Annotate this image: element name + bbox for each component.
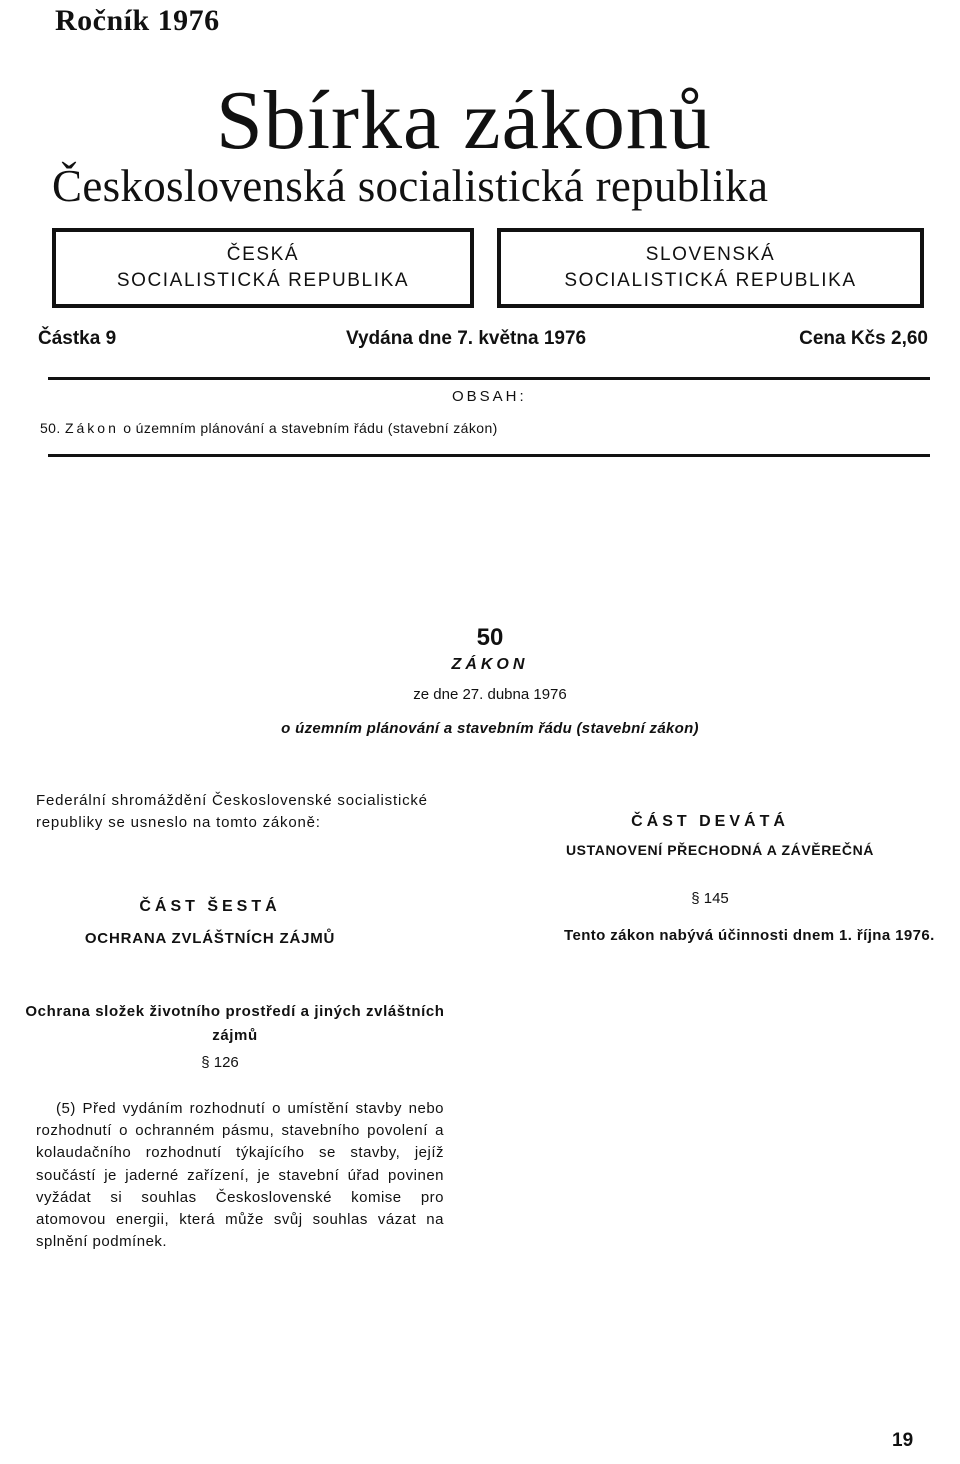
section-126-label: § 126 — [201, 1054, 239, 1071]
part-six-subtitle: OCHRANA ZVLÁŠTNÍCH ZÁJMŮ — [84, 930, 336, 947]
part-nine-subtitle: USTANOVENÍ PŘECHODNÁ A ZÁVĚREČNÁ — [565, 842, 875, 858]
section-145-text — [538, 925, 958, 947]
law-preamble: Federální shromáždění Československé socialistické republiky se usneslo na tomto zákoně: — [36, 792, 428, 831]
collection-title: Sbírka zákonů — [216, 74, 712, 167]
law-title: o územním plánování a stavebním řádu (stavební zákon) — [281, 720, 699, 737]
czech-box-line1: ČESKÁ — [226, 244, 300, 265]
page-number: 19 — [892, 1430, 914, 1451]
slovak-box-line2: SOCIALISTICKÁ REPUBLIKA — [564, 270, 857, 291]
law-type: ZÁKON — [451, 656, 529, 673]
part-six-title: ČÁST ŠESTÁ — [139, 898, 281, 915]
slovak-box-line1: SLOVENSKÁ — [645, 244, 776, 265]
czech-republic-box — [52, 228, 474, 308]
volume-year: Ročník 1976 — [55, 4, 220, 37]
part-nine-title: ČÁST DEVÁTÁ — [631, 813, 789, 830]
issue-date: Vydána dne 7. května 1976 — [346, 328, 587, 349]
contents-item-text: o územním plánování a stavebním řádu (stavební zákon) — [123, 420, 498, 436]
state-name: Československá socialistická republika — [52, 161, 769, 211]
contents-item-type: Zákon — [64, 420, 119, 436]
section-126-heading: Ochrana složek životního prostředí a jiných zvláštních zájmů — [25, 1003, 445, 1044]
paragraph-marker: (5) — [56, 1100, 76, 1117]
paragraph-text: Před vydáním rozhodnutí o umístění stavby nebo rozhodnutí o ochranném pásmu, stavebního povolení a kolaudačního rozhodnutí týkajícího se stavby, jejíž součástí je jaderné zařízení, je stavební úřad povinen vyžádat si souhlas Československé komise pro atomovou energii, která může svůj souhlas vázat na splnění podmínek. — [36, 1100, 444, 1251]
law-number: 50 — [476, 624, 504, 651]
issue-part: Částka 9 — [38, 328, 117, 349]
contents-item — [40, 420, 498, 436]
section-145-label: § 145 — [691, 890, 729, 907]
top-divider — [48, 377, 930, 380]
contents-heading: OBSAH: — [452, 388, 527, 405]
issue-info-row — [38, 328, 928, 356]
law-date: ze dne 27. dubna 1976 — [413, 686, 567, 703]
bottom-divider — [48, 454, 930, 457]
contents-item-number: 50. — [40, 420, 61, 436]
section-145-body: Tento zákon nabývá účinnosti dnem 1. října 1976. — [564, 927, 935, 944]
section-126-paragraph — [36, 1098, 444, 1253]
czech-box-line2: SOCIALISTICKÁ REPUBLIKA — [116, 270, 410, 291]
issue-price: Cena Kčs 2,60 — [799, 328, 928, 349]
slovak-republic-box — [497, 228, 924, 308]
